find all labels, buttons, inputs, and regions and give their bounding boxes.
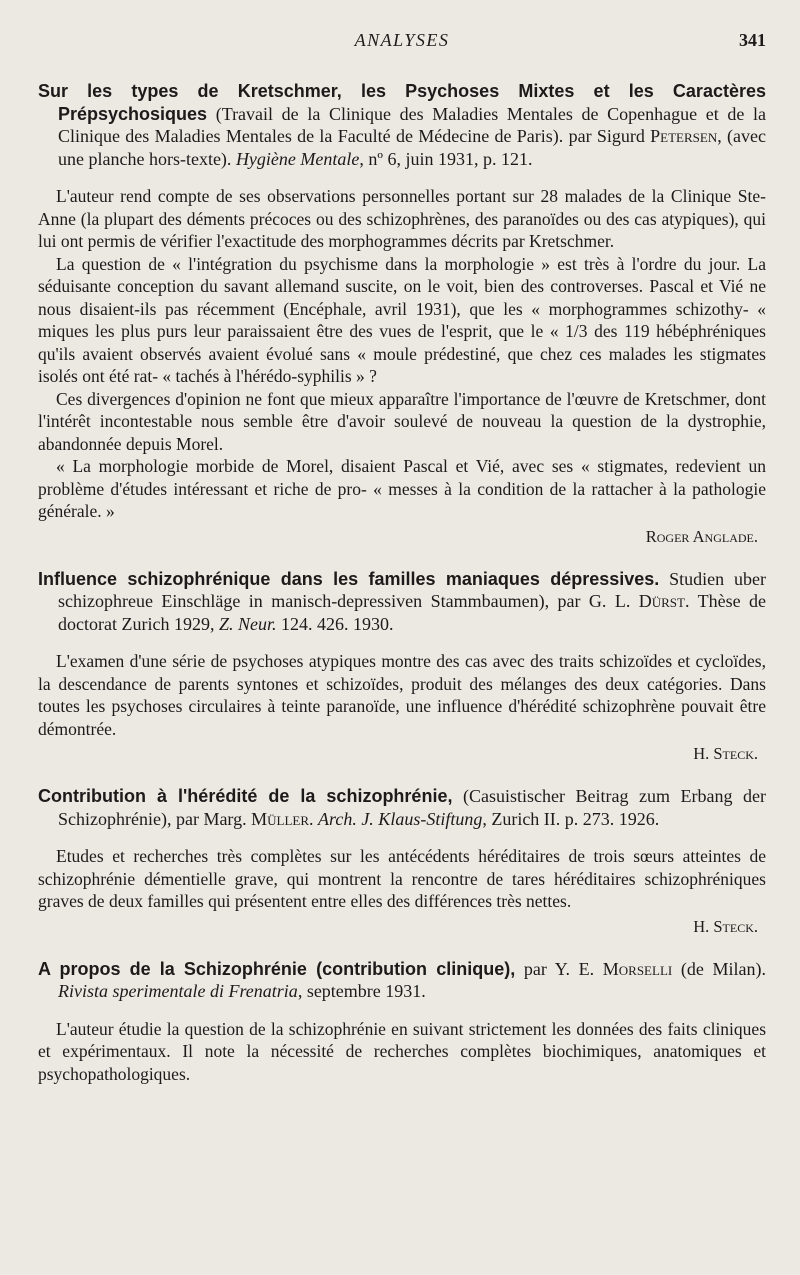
review-article <box>38 785 766 938</box>
reviewer-signature: H. Steck. <box>693 744 758 763</box>
running-head-title: ANALYSES <box>354 30 450 50</box>
article-heading: Influence schizophrénique dans les familles maniaques dépressives. Studien uber schizophreue Einschläge in manisch-depressiven Stammbaumen), par G. L. Dürst. Thèse de doctorat Zurich 1929, Z. Neur. 124. 426. 1930. <box>38 568 766 634</box>
article-title: Influence schizophrénique dans les familles maniaques dépressives. <box>38 568 660 589</box>
article-journal: Hygiène Mentale <box>235 148 360 169</box>
article-body <box>38 1018 766 1086</box>
paragraph: « La morphologie morbide de Morel, disaient Pascal et Vié, avec ses « stigmates, redevient un problème d'études intéressant et riche de pro- « messes à la condition de la rattacher à la pathologie générale. » <box>38 456 766 521</box>
paragraph: Ces divergences d'opinion ne font que mieux apparaître l'importance de l'œuvre de Kretschmer, dont l'intérêt incontestable nous semble être d'avoir soulevé de nouveau la question de la dystrophie, abandonnée depuis Morel. <box>38 388 766 454</box>
article-body <box>38 650 766 740</box>
article-heading: Contribution à l'hérédité de la schizophrénie, (Casuistischer Beitrag zum Erbang der Schizophrénie), par Marg. Müller. Arch. J. Klaus-Stiftung, Zurich II. p. 273. 1926. <box>38 786 766 829</box>
review-article <box>38 958 766 1086</box>
reviewer-signature: Roger Anglade. <box>645 526 758 546</box>
article-journal: Arch. J. Klaus-Stiftung <box>318 808 483 829</box>
paragraph: La question de « l'intégration du psychisme dans la morphologie » est très à l'ordre du jour. La séduisante conception du savant allemand suscite, on le voit, bien des controverses. Pascal et Vié ne nous disaient-ils pas récemment (Encéphale, avril 1931), que les « morphogrammes schizothy- « miques les plus purs leur paraissaient être des vues de l'esprit, que le « 1/3 des 119 hébéphréniques qu'ils avaient observés avaient évolué sans « moule prédestiné, que chez ces malades les stigmates isolés ont été rat- « tachés à l'hérédo-syphilis » ? <box>38 253 766 386</box>
article-journal: Rivista sperimentale di Frenatria <box>58 981 298 1001</box>
reviewer-signature: H. Steck. <box>693 916 758 936</box>
paragraph: Etudes et recherches très complètes sur les antécédents héréditaires de trois sœurs atteintes de schizophrénie démentielle grave, qui montrent la rencontre de tares héréditaires schizophréniques graves de deux familles qui présentent entre elles des différences très nettes. <box>38 846 766 911</box>
article-author: Morselli <box>602 958 673 979</box>
paragraph: L'examen d'une série de psychoses atypiques montre des cas avec des traits schizoïdes et cycloïdes, la descendance de parents syntones et schizoïdes, produit des mélanges des deux catégories. Dans toutes les psychoses circulaires à teinte paranoïde, une influence d'hérédité schizophrène pouvait être démontrée. <box>38 651 766 739</box>
running-head <box>38 30 766 60</box>
article-body <box>38 845 766 913</box>
page-number: 341 <box>739 30 766 50</box>
review-article <box>38 80 766 548</box>
review-article <box>38 568 766 766</box>
article-title: Sur les types de Kretschmer, les Psychoses Mixtes et les Caractères Prépsychosiques <box>38 81 766 124</box>
article-title: A propos de la Schizophrénie (contribution clinique), <box>38 958 516 979</box>
paragraph: L'auteur étudie la question de la schizophrénie en suivant strictement les données des faits cliniques et expérimentaux. Il note la nécessité de recherches complètes biochimiques, anatomiques et psychopathologiques. <box>38 1018 766 1084</box>
paragraph: L'auteur rend compte de ses observations personnelles portant sur 28 malades de la Clinique Ste-Anne (la plupart des déments précoces ou des schizophrènes, des paranoïdes ou des cas atypiques), qui lui ont permis de vérifier l'exactitude des morphogrammes décrits par Kretschmer. <box>38 186 766 251</box>
article-author: Müller <box>251 808 309 829</box>
article-body <box>38 185 766 523</box>
article-title: Contribution à l'hérédité de la schizophrénie, <box>38 786 453 806</box>
article-author: Petersen <box>650 126 718 146</box>
article-journal: Z. Neur. <box>218 613 277 634</box>
article-heading: A propos de la Schizophrénie (contribution clinique), par Y. E. Morselli (de Milan). Rivista sperimentale di Frenatria, septembre 1931. <box>38 958 766 1001</box>
article-author: Dürst <box>638 591 685 611</box>
article-heading: Sur les types de Kretschmer, les Psychoses Mixtes et les Caractères Prépsychosiques (Travail de la Clinique des Maladies Mentales de Copenhague et de la Clinique des Maladies Mentales de la Faculté de Médecine de Paris). par Sigurd Petersen, (avec une planche hors-texte). Hygiène Mentale, nº 6, juin 1931, p. 121. <box>38 81 766 169</box>
